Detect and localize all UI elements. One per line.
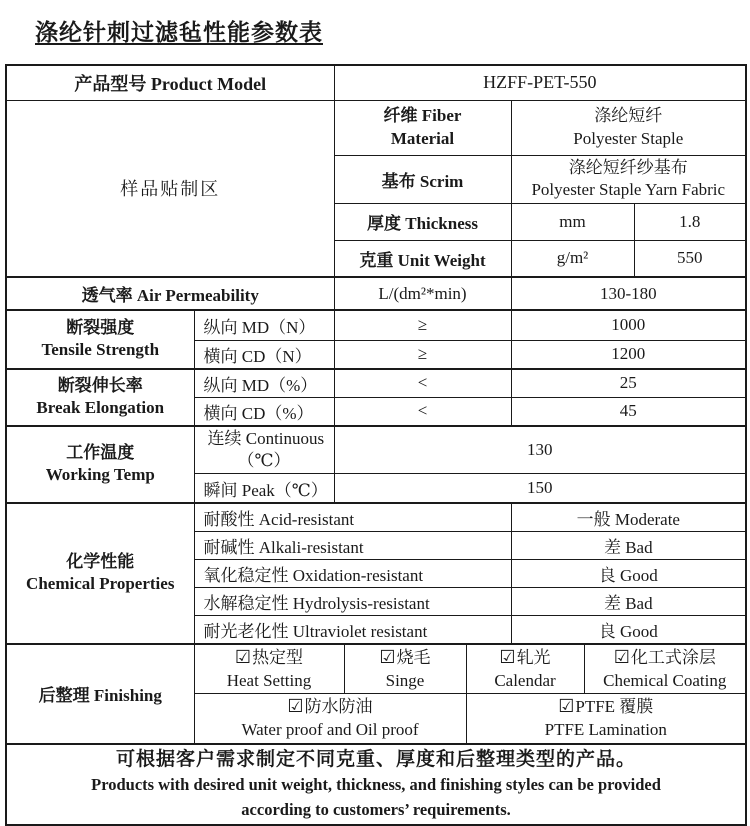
tensile-md-direction: 纵向 MD（N） bbox=[194, 310, 334, 340]
chemical-property-name: 耐酸性 Acid-resistant bbox=[194, 503, 511, 532]
checked-checkbox-icon: ☑ bbox=[499, 646, 516, 667]
chemical-property-rating: 良 Good bbox=[511, 559, 746, 587]
chemical-property-name: 水解稳定性 Hydrolysis-resistant bbox=[194, 587, 511, 615]
elongation-md-direction: 纵向 MD（%） bbox=[194, 369, 334, 398]
chemical-properties-header bbox=[6, 503, 194, 644]
finishing-option-label-en: Singe bbox=[385, 670, 425, 690]
footer-note-row bbox=[6, 744, 746, 825]
tensile-md-row bbox=[6, 310, 746, 340]
fiber-label-zh: 纤维 Fiber bbox=[383, 106, 462, 126]
chemical-property-rating: 良 Good bbox=[511, 615, 746, 644]
spec-table bbox=[5, 64, 747, 826]
working-temp-label-zh: 工作温度 bbox=[66, 442, 135, 462]
thickness-value: 1.8 bbox=[634, 203, 746, 240]
unit-weight-value: 550 bbox=[634, 240, 746, 277]
product-model-row bbox=[6, 65, 746, 100]
finishing-option-singe bbox=[344, 644, 466, 694]
working-temp-label-en: Working Temp bbox=[45, 465, 155, 485]
unit-weight-label: 克重 Unit Weight bbox=[334, 240, 511, 277]
tensile-strength-label-en: Tensile Strength bbox=[41, 340, 160, 360]
fiber-label-en: Material bbox=[390, 128, 455, 148]
working-temp-header bbox=[6, 426, 194, 503]
elongation-md-operator: < bbox=[334, 369, 511, 398]
chemical-property-rating: 一般 Moderate bbox=[511, 503, 746, 532]
working-temp-continuous-value: 130 bbox=[334, 426, 746, 474]
elongation-md-row bbox=[6, 369, 746, 398]
tensile-cd-direction: 横向 CD（N） bbox=[194, 340, 334, 369]
working-temp-continuous-row bbox=[6, 426, 746, 474]
fiber-label bbox=[334, 100, 511, 155]
scrim-value-zh: 涤纶短纤纱基布 bbox=[568, 157, 688, 177]
thickness-label: 厚度 Thickness bbox=[334, 203, 511, 240]
sample-area-cell: 样品贴制区 bbox=[6, 100, 334, 277]
finishing-option-label-en: PTFE Lamination bbox=[544, 719, 667, 739]
finishing-option-heat-setting bbox=[194, 644, 344, 694]
chemical-property-name: 耐光老化性 Ultraviolet resistant bbox=[194, 615, 511, 644]
product-model-label: 产品型号 Product Model bbox=[6, 65, 334, 100]
finishing-header: 后整理 Finishing bbox=[6, 644, 194, 744]
chemical-property-rating: 差 Bad bbox=[511, 587, 746, 615]
tensile-cd-operator: ≥ bbox=[334, 340, 511, 369]
elongation-cd-direction: 横向 CD（%） bbox=[194, 397, 334, 426]
finishing-option-label-zh: PTFE 覆膜 bbox=[575, 697, 654, 717]
tensile-md-operator: ≥ bbox=[334, 310, 511, 340]
checked-checkbox-icon: ☑ bbox=[234, 646, 252, 667]
tensile-md-value: 1000 bbox=[511, 310, 746, 340]
working-temp-continuous-label-unit: （℃） bbox=[237, 450, 291, 470]
footer-note bbox=[6, 744, 746, 825]
finishing-option-label-zh: 防水防油 bbox=[304, 697, 373, 717]
finishing-option-label-zh: 烧毛 bbox=[396, 647, 431, 667]
finishing-option-label-zh: 轧光 bbox=[516, 647, 551, 667]
chemical-property-rating: 差 Bad bbox=[511, 531, 746, 559]
elongation-md-value: 25 bbox=[511, 369, 746, 398]
footer-note-en-1: Products with desired unit weight, thickness, and finishing styles can be provided bbox=[91, 775, 661, 795]
fiber-row bbox=[6, 100, 746, 155]
fiber-value-zh: 涤纶短纤 bbox=[594, 106, 663, 126]
air-permeability-label: 透气率 Air Permeability bbox=[6, 277, 334, 310]
finishing-option-label-zh: 化工式涂层 bbox=[630, 647, 716, 667]
footer-note-en-2: according to customers’ requirements. bbox=[241, 799, 511, 819]
elongation-cd-value: 45 bbox=[511, 397, 746, 426]
chemical-properties-label-zh: 化学性能 bbox=[66, 551, 135, 571]
finishing-option-label-en: Chemical Coating bbox=[603, 670, 727, 690]
chemical-properties-label-en: Chemical Properties bbox=[26, 574, 175, 594]
tensile-strength-header bbox=[6, 310, 194, 369]
checked-checkbox-icon: ☑ bbox=[287, 696, 304, 717]
air-permeability-unit: L/(dm²*min) bbox=[334, 277, 511, 310]
elongation-cd-operator: < bbox=[334, 397, 511, 426]
chemical-property-name: 耐碱性 Alkali-resistant bbox=[194, 531, 511, 559]
finishing-option-label-en: Calendar bbox=[494, 670, 556, 690]
unit-weight-unit: g/m² bbox=[511, 240, 634, 277]
tensile-cd-value: 1200 bbox=[511, 340, 746, 369]
finishing-option-label-zh: 热定型 bbox=[252, 647, 304, 667]
working-temp-peak-value: 150 bbox=[334, 474, 746, 503]
break-elongation-header bbox=[6, 369, 194, 426]
scrim-value-en: Polyester Staple Yarn Fabric bbox=[531, 180, 726, 199]
product-model-value: HZFF-PET-550 bbox=[334, 65, 746, 100]
scrim-value bbox=[511, 155, 746, 203]
finishing-option-waterproof bbox=[194, 694, 466, 744]
fiber-value bbox=[511, 100, 746, 155]
checked-checkbox-icon: ☑ bbox=[558, 696, 575, 717]
finishing-option-label-en: Water proof and Oil proof bbox=[241, 719, 419, 739]
chemical-row-acid bbox=[6, 503, 746, 532]
finishing-option-chemical-coating bbox=[584, 644, 746, 694]
finishing-row-1 bbox=[6, 644, 746, 694]
thickness-unit: mm bbox=[511, 203, 634, 240]
footer-note-zh: 可根据客户需求制定不同克重、厚度和后整理类型的产品。 bbox=[116, 748, 637, 770]
working-temp-continuous-label-zh: 连续 Continuous bbox=[207, 428, 325, 448]
page-title: 涤纶针刺过滤毡性能参数表 bbox=[35, 20, 323, 45]
tensile-strength-label-zh: 断裂强度 bbox=[66, 317, 135, 337]
scrim-label: 基布 Scrim bbox=[334, 155, 511, 203]
break-elongation-label-zh: 断裂伸长率 bbox=[57, 375, 143, 395]
air-permeability-row bbox=[6, 277, 746, 310]
air-permeability-value: 130-180 bbox=[511, 277, 746, 310]
fiber-value-en: Polyester Staple bbox=[573, 128, 684, 148]
finishing-option-label-en: Heat Setting bbox=[226, 670, 312, 690]
finishing-option-ptfe bbox=[466, 694, 746, 744]
finishing-option-calendar bbox=[466, 644, 584, 694]
checked-checkbox-icon: ☑ bbox=[613, 646, 630, 667]
chemical-property-name: 氧化稳定性 Oxidation-resistant bbox=[194, 559, 511, 587]
working-temp-continuous-label bbox=[194, 426, 334, 474]
checked-checkbox-icon: ☑ bbox=[379, 646, 396, 667]
working-temp-peak-label: 瞬间 Peak（℃） bbox=[194, 474, 334, 503]
break-elongation-label-en: Break Elongation bbox=[36, 398, 165, 417]
